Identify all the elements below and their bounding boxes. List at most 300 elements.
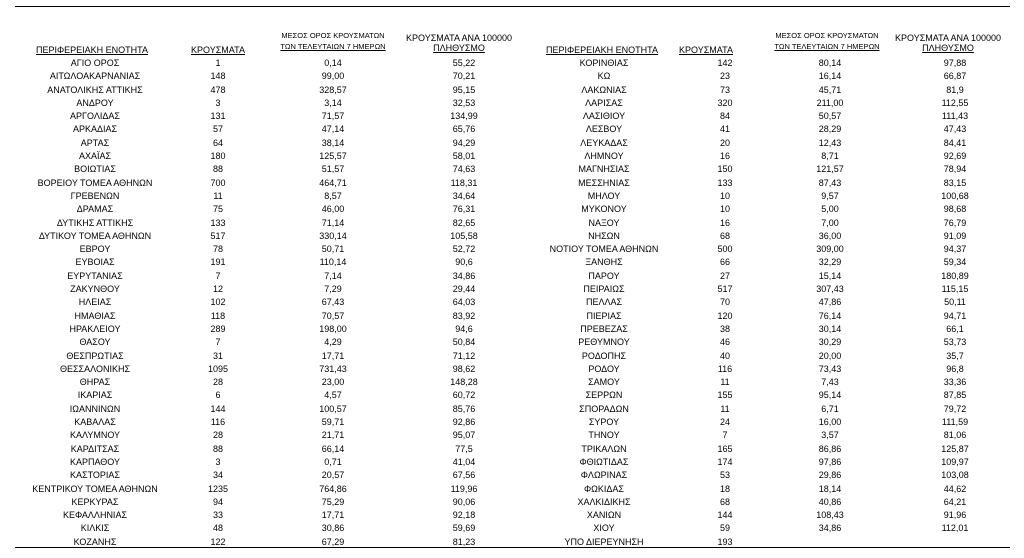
per100k-cell: 81,23 — [452, 536, 476, 547]
cases-cell: 41 — [719, 124, 730, 135]
per100k-cell: 115,15 — [941, 284, 969, 295]
region-cell: ΖΑΚΥΝΘΟΥ — [70, 284, 120, 295]
region-cell: ΚΟΖΑΝΗΣ — [73, 536, 117, 547]
region-cell: ΦΩΚΙΔΑΣ — [584, 483, 624, 494]
avg7-cell: 50,71 — [321, 244, 345, 255]
cases-cell: 66 — [719, 257, 730, 268]
region-cell: ΤΗΝΟΥ — [588, 430, 620, 441]
avg7-cell: 4,29 — [324, 337, 342, 348]
table-row — [12, 70, 520, 83]
table-row — [522, 137, 1014, 150]
avg7-cell: 0,14 — [324, 58, 342, 68]
avg7-cell: 7,14 — [324, 270, 342, 281]
per100k-cell: 90,6 — [455, 257, 473, 268]
region-cell: ΑΝΑΤΟΛΙΚΗΣ ΑΤΤΙΚΗΣ — [47, 84, 143, 95]
cases-cell: 191 — [210, 257, 226, 268]
cases-cell: 6 — [215, 390, 221, 401]
cases-cell: 68 — [719, 496, 730, 507]
per100k-cell: 109,97 — [941, 456, 969, 467]
avg7-cell: 71,14 — [321, 217, 345, 228]
avg7-cell: 20,00 — [818, 350, 842, 361]
region-cell: ΛΑΡΙΣΑΣ — [585, 97, 623, 108]
per100k-cell: 118,31 — [450, 177, 478, 188]
cases-cell: 38 — [719, 323, 730, 334]
table-row — [12, 123, 520, 136]
table-row — [12, 323, 520, 336]
avg7-cell: 28,29 — [818, 124, 842, 135]
table-row — [522, 150, 1014, 163]
left-data-table — [12, 57, 520, 549]
cases-cell: 1235 — [207, 483, 229, 494]
per100k-cell: 59,69 — [452, 523, 476, 534]
per100k-cell: 35,7 — [946, 350, 964, 361]
table-row — [522, 163, 1014, 176]
cases-cell: 68 — [719, 230, 730, 241]
avg7-cell: 34,86 — [818, 523, 842, 534]
region-cell: ΜΗΛΟΥ — [587, 190, 621, 201]
avg7-cell: 70,57 — [321, 310, 345, 321]
per100k-cell: 81,06 — [943, 430, 967, 441]
per100k-cell: 82,65 — [452, 217, 476, 228]
cases-cell: 27 — [719, 270, 730, 281]
cases-cell: 1095 — [207, 363, 229, 374]
region-cell: ΜΥΚΟΝΟΥ — [581, 204, 627, 215]
table-row — [522, 310, 1014, 323]
cases-cell: 64 — [212, 137, 223, 148]
avg7-cell: 20,57 — [321, 470, 345, 481]
cases-cell: 53 — [719, 470, 730, 481]
avg7-cell: 15,14 — [818, 270, 842, 281]
region-cell: ΔΥΤΙΚΗΣ ΑΤΤΙΚΗΣ — [56, 217, 134, 228]
header-avg-left — [268, 30, 398, 52]
per100k-cell: 64,03 — [452, 297, 476, 308]
avg7-cell: 45,71 — [818, 84, 842, 95]
region-cell: ΚΑΣΤΟΡΙΑΣ — [70, 470, 120, 481]
per100k-cell: 34,86 — [452, 270, 476, 281]
region-cell: ΣΠΟΡΑΔΩΝ — [579, 403, 629, 414]
table-row — [522, 469, 1014, 482]
avg7-cell: 17,71 — [321, 510, 345, 521]
region-cell: ΥΠΟ ΔΙΕΡΕΥΝΗΣΗ — [564, 536, 644, 547]
table-row — [522, 256, 1014, 269]
avg7-cell: 330,14 — [319, 230, 347, 241]
avg7-cell: 731,43 — [319, 363, 347, 374]
cases-cell: 148 — [210, 71, 226, 82]
per100k-cell: 59,34 — [943, 257, 967, 268]
per100k-cell: 83,15 — [943, 177, 967, 188]
table-row — [12, 429, 520, 442]
cases-cell: 59 — [719, 523, 730, 534]
table-row — [522, 509, 1014, 522]
table-row — [12, 97, 520, 110]
avg7-cell: 18,14 — [818, 483, 842, 494]
table-row — [12, 243, 520, 256]
per100k-cell: 52,72 — [452, 244, 476, 255]
cases-cell: 102 — [210, 297, 226, 308]
table-row — [522, 270, 1014, 283]
table-row — [12, 350, 520, 363]
region-cell: ΒΟΡΕΙΟΥ ΤΟΜΕΑ ΑΘΗΝΩΝ — [37, 177, 153, 188]
region-cell: ΔΥΤΙΚΟΥ ΤΟΜΕΑ ΑΘΗΝΩΝ — [38, 230, 152, 241]
table-row — [522, 203, 1014, 216]
table-row — [12, 522, 520, 535]
table-row — [12, 256, 520, 269]
per100k-cell: 53,73 — [943, 337, 967, 348]
avg7-cell: 0,71 — [324, 456, 342, 467]
cases-cell: 120 — [717, 310, 733, 321]
avg7-cell: 108,43 — [816, 510, 844, 521]
header-avg-line2: ΤΩΝ ΤΕΛΕΥΤΑΙΩΝ 7 ΗΜΕΡΩΝ — [774, 42, 880, 51]
region-cell: ΚΑΒΑΛΑΣ — [74, 417, 116, 428]
per100k-cell: 33,36 — [943, 377, 967, 388]
cases-cell: 165 — [717, 443, 733, 454]
cases-cell: 31 — [212, 350, 223, 361]
table-row — [12, 270, 520, 283]
cases-cell: 116 — [210, 417, 226, 428]
cases-cell: 174 — [717, 456, 733, 467]
region-cell: ΗΜΑΘΙΑΣ — [74, 310, 116, 321]
cases-cell: 24 — [719, 417, 730, 428]
per100k-cell: 95,15 — [452, 84, 476, 95]
table-row — [12, 203, 520, 216]
per100k-cell: 92,69 — [943, 151, 967, 162]
region-cell: ΚΑΛΥΜΝΟΥ — [69, 430, 121, 441]
per100k-cell: 105,58 — [450, 230, 478, 241]
region-cell: ΠΙΕΡΙΑΣ — [586, 310, 622, 321]
avg7-cell: 97,86 — [818, 456, 842, 467]
table-row — [522, 389, 1014, 402]
region-cell: ΡΟΔΟΥ — [588, 363, 620, 374]
cases-cell: 48 — [212, 523, 223, 534]
avg7-cell: 47,86 — [818, 297, 842, 308]
table-row — [522, 443, 1014, 456]
avg7-cell: 3,14 — [324, 97, 342, 108]
table-row — [12, 416, 520, 429]
table-row — [522, 296, 1014, 309]
region-cell: ΡΕΘΥΜΝΟΥ — [578, 337, 630, 348]
per100k-cell: 112,55 — [941, 97, 969, 108]
avg7-cell: 50,57 — [818, 111, 842, 122]
avg7-cell: 40,86 — [818, 496, 842, 507]
cases-cell: 118 — [210, 310, 226, 321]
avg7-cell: 67,43 — [321, 297, 345, 308]
per100k-cell: 112,01 — [941, 523, 969, 534]
table-row — [12, 217, 520, 230]
table-row — [522, 403, 1014, 416]
avg7-cell: 211,00 — [816, 97, 844, 108]
table-row — [12, 389, 520, 402]
table-row — [522, 416, 1014, 429]
table-row — [12, 456, 520, 469]
per100k-cell: 44,62 — [943, 483, 967, 494]
cases-cell: 289 — [210, 323, 226, 334]
per100k-cell: 125,87 — [941, 443, 969, 454]
cases-cell: 10 — [719, 204, 730, 215]
per100k-cell: 180,89 — [941, 270, 969, 281]
cases-cell: 7 — [722, 430, 728, 441]
region-cell: ΚΑΡΠΑΘΟΥ — [69, 456, 121, 467]
cases-cell: 144 — [210, 403, 226, 414]
cases-cell: 116 — [717, 363, 733, 374]
cases-cell: 517 — [717, 284, 733, 295]
region-cell: ΘΕΣΣΑΛΟΝΙΚΗΣ — [59, 363, 131, 374]
region-cell: ΘΕΣΠΡΩΤΙΑΣ — [66, 350, 124, 361]
per100k-cell: 134,99 — [450, 111, 478, 122]
per100k-cell — [896, 536, 1014, 549]
region-cell: ΧΙΟΥ — [593, 523, 615, 534]
per100k-cell: 60,72 — [452, 390, 476, 401]
table-row — [12, 376, 520, 389]
region-cell: ΑΙΤΩΛΟΑΚΑΡΝΑΝΙΑΣ — [49, 71, 141, 82]
cases-cell: 16 — [719, 217, 730, 228]
avg7-cell: 75,29 — [321, 496, 345, 507]
cases-cell: 133 — [210, 217, 226, 228]
table-row — [12, 84, 520, 97]
header-per-line2: ΠΛΗΘΥΣΜΟ — [433, 43, 485, 53]
cases-cell: 78 — [212, 244, 223, 255]
cases-cell: 478 — [210, 84, 226, 95]
table-row — [522, 110, 1014, 123]
table-row — [12, 296, 520, 309]
cases-cell: 133 — [717, 177, 733, 188]
region-cell: ΣΥΡΟΥ — [588, 417, 620, 428]
cases-cell: 7 — [215, 337, 221, 348]
per100k-cell: 85,76 — [452, 403, 476, 414]
table-row — [522, 429, 1014, 442]
cases-cell: 18 — [719, 483, 730, 494]
top-rule — [15, 6, 1010, 7]
per100k-cell: 58,01 — [452, 151, 476, 162]
region-cell: ΡΟΔΟΠΗΣ — [581, 350, 627, 361]
region-cell: ΠΡΕΒΕΖΑΣ — [580, 323, 628, 334]
cases-cell: 12 — [212, 284, 223, 295]
avg7-cell: 46,00 — [321, 204, 345, 215]
region-cell: ΚΟΡΙΝΘΙΑΣ — [579, 58, 629, 68]
region-cell: ΛΑΚΩΝΙΑΣ — [581, 84, 627, 95]
per100k-cell: 70,21 — [452, 71, 476, 82]
per100k-cell: 97,88 — [943, 58, 967, 68]
region-cell: ΝΑΞΟΥ — [588, 217, 620, 228]
region-cell: ΚΕΦΑΛΛΗΝΙΑΣ — [62, 510, 128, 521]
cases-cell: 122 — [210, 536, 226, 547]
per100k-cell: 148,28 — [450, 377, 478, 388]
region-cell: ΜΕΣΣΗΝΙΑΣ — [578, 177, 630, 188]
avg7-cell: 67,29 — [321, 536, 345, 547]
region-cell: ΔΡΑΜΑΣ — [76, 204, 114, 215]
cases-cell: 144 — [717, 510, 733, 521]
header-per-line1: ΚΡΟΥΣΜΑΤΑ ΑΝΑ 100000 — [895, 33, 1001, 43]
per100k-cell: 66,87 — [943, 71, 967, 82]
table-row — [12, 310, 520, 323]
region-cell: ΠΑΡΟΥ — [588, 270, 620, 281]
cases-cell: 7 — [215, 270, 221, 281]
table-row — [522, 217, 1014, 230]
avg7-cell: 95,14 — [818, 390, 842, 401]
region-cell: ΚΕΝΤΡΙΚΟΥ ΤΟΜΕΑ ΑΘΗΝΩΝ — [32, 483, 158, 494]
avg7-cell: 73,43 — [818, 363, 842, 374]
avg7-cell: 6,71 — [821, 403, 839, 414]
cases-cell: 131 — [210, 111, 226, 122]
avg7-cell: 99,00 — [321, 71, 345, 82]
table-row — [12, 509, 520, 522]
region-cell: ΞΑΝΘΗΣ — [585, 257, 623, 268]
cases-cell: 150 — [717, 164, 733, 175]
region-cell: ΝΗΣΩΝ — [588, 230, 620, 241]
region-cell: ΗΡΑΚΛΕΙΟΥ — [69, 323, 121, 334]
table-row — [522, 230, 1014, 243]
region-cell: ΧΑΝΙΩΝ — [586, 510, 622, 521]
region-cell: ΚΙΛΚΙΣ — [80, 523, 110, 534]
region-cell: ΑΡΓΟΛΙΔΑΣ — [70, 111, 120, 122]
cases-cell: 3 — [215, 97, 221, 108]
cases-cell: 11 — [213, 190, 223, 201]
header-region-right: ΠΕΡΙΦΕΡΕΙΑΚΗ ΕΝΟΤΗΤΑ — [545, 45, 659, 55]
cases-cell: 20 — [719, 137, 730, 148]
avg7-cell: 7,00 — [821, 217, 839, 228]
avg7-cell: 80,14 — [818, 58, 842, 68]
region-cell: ΑΡΤΑΣ — [80, 137, 110, 148]
table-row — [522, 323, 1014, 336]
per100k-cell: 100,68 — [941, 190, 969, 201]
per100k-cell: 41,04 — [452, 456, 476, 467]
header-region-left: ΠΕΡΙΦΕΡΕΙΑΚΗ ΕΝΟΤΗΤΑ — [35, 45, 149, 55]
table-row — [12, 110, 520, 123]
table-row — [12, 403, 520, 416]
region-cell: ΙΩΑΝΝΙΝΩΝ — [69, 403, 121, 414]
header-avg-line1: ΜΕΣΟΣ ΟΡΟΣ ΚΡΟΥΣΜΑΤΩΝ — [775, 31, 879, 40]
header-per-line2: ΠΛΗΘΥΣΜΟ — [922, 43, 974, 53]
table-row — [522, 57, 1014, 70]
cases-cell: 88 — [212, 164, 223, 175]
per100k-cell: 81,9 — [946, 84, 964, 95]
region-cell: ΦΛΩΡΙΝΑΣ — [580, 470, 628, 481]
avg7-cell — [764, 536, 896, 549]
avg7-cell: 100,57 — [319, 403, 347, 414]
cases-cell: 73 — [719, 84, 730, 95]
table-row — [522, 483, 1014, 496]
cases-cell: 84 — [719, 111, 730, 122]
avg7-cell: 38,14 — [321, 137, 345, 148]
per100k-cell: 71,12 — [452, 350, 476, 361]
cases-cell: 3 — [215, 456, 221, 467]
per100k-cell: 94,37 — [943, 244, 967, 255]
avg7-cell: 30,29 — [818, 337, 842, 348]
avg7-cell: 328,57 — [319, 84, 347, 95]
avg7-cell: 8,57 — [324, 190, 342, 201]
avg7-cell: 86,86 — [818, 443, 842, 454]
per100k-cell: 98,68 — [943, 204, 967, 215]
table-row — [522, 363, 1014, 376]
cases-cell: 46 — [719, 337, 730, 348]
header-per-right — [882, 33, 1014, 53]
avg7-cell: 16,00 — [818, 417, 842, 428]
per100k-cell: 83,92 — [452, 310, 476, 321]
table-row — [522, 97, 1014, 110]
per100k-cell: 76,31 — [452, 204, 476, 215]
table-row — [12, 177, 520, 190]
cases-cell: 517 — [210, 230, 226, 241]
avg7-cell: 764,86 — [319, 483, 347, 494]
table-row — [12, 163, 520, 176]
region-cell: ΛΗΜΝΟΥ — [584, 151, 624, 162]
avg7-cell: 464,71 — [319, 177, 347, 188]
table-row — [522, 496, 1014, 509]
table-row — [522, 536, 1014, 549]
region-cell: ΕΥΡΥΤΑΝΙΑΣ — [67, 270, 123, 281]
region-cell: ΕΥΒΟΙΑΣ — [75, 257, 115, 268]
avg7-cell: 21,71 — [321, 430, 345, 441]
header-cases-right: ΚΡΟΥΣΜΑΤΑ — [679, 45, 733, 55]
per100k-cell: 64,21 — [943, 496, 967, 507]
per100k-cell: 87,85 — [943, 390, 967, 401]
header-avg-right — [762, 30, 892, 52]
table-row — [522, 177, 1014, 190]
avg7-cell: 17,71 — [321, 350, 345, 361]
avg7-cell: 8,71 — [821, 151, 839, 162]
avg7-cell: 12,43 — [818, 137, 842, 148]
per100k-cell: 111,43 — [941, 111, 969, 122]
region-cell: ΣΑΜΟΥ — [588, 377, 620, 388]
table-row — [522, 283, 1014, 296]
avg7-cell: 125,57 — [319, 151, 347, 162]
cases-cell: 320 — [717, 97, 733, 108]
avg7-cell: 30,86 — [321, 523, 345, 534]
cases-cell: 94 — [212, 496, 223, 507]
region-cell: ΒΟΙΩΤΙΑΣ — [74, 164, 116, 175]
per100k-cell: 94,71 — [943, 310, 967, 321]
avg7-cell: 307,43 — [816, 284, 844, 295]
per100k-cell: 90,06 — [452, 496, 476, 507]
header-avg-line2: ΤΩΝ ΤΕΛΕΥΤΑΙΩΝ 7 ΗΜΕΡΩΝ — [280, 42, 386, 51]
region-cell: ΝΟΤΙΟΥ ΤΟΜΕΑ ΑΘΗΝΩΝ — [549, 244, 659, 255]
cases-cell: 142 — [717, 58, 733, 68]
per100k-cell: 92,86 — [452, 417, 476, 428]
header-avg-line1: ΜΕΣΟΣ ΟΡΟΣ ΚΡΟΥΣΜΑΤΩΝ — [281, 31, 385, 40]
per100k-cell: 103,08 — [941, 470, 969, 481]
cases-cell: 700 — [210, 177, 226, 188]
per100k-cell: 78,94 — [943, 164, 967, 175]
per100k-cell: 50,11 — [944, 297, 966, 308]
region-cell: ΣΕΡΡΩΝ — [585, 390, 623, 401]
table-row — [12, 469, 520, 482]
region-cell: ΜΑΓΝΗΣΙΑΣ — [578, 164, 630, 175]
table-row — [12, 536, 520, 549]
cases-cell: 11 — [720, 377, 730, 388]
header-per-left — [398, 33, 520, 53]
avg7-cell: 51,57 — [321, 164, 345, 175]
per100k-cell: 96,8 — [946, 363, 964, 374]
table-row — [12, 496, 520, 509]
per100k-cell: 91,96 — [943, 510, 967, 521]
avg7-cell: 30,14 — [818, 323, 842, 334]
region-cell: ΑΝΔΡΟΥ — [76, 97, 114, 108]
table-row — [12, 283, 520, 296]
region-cell: ΚΑΡΔΙΤΣΑΣ — [70, 443, 120, 454]
avg7-cell: 7,43 — [821, 377, 839, 388]
table-row — [522, 243, 1014, 256]
cases-cell: 33 — [212, 510, 223, 521]
region-cell: ΑΓΙΟ ΟΡΟΣ — [70, 58, 120, 68]
per100k-cell: 111,59 — [941, 417, 969, 428]
region-cell: ΙΚΑΡΙΑΣ — [77, 390, 113, 401]
region-cell: ΚΕΡΚΥΡΑΣ — [71, 496, 119, 507]
per100k-cell: 92,18 — [452, 510, 476, 521]
per100k-cell: 94,6 — [455, 323, 473, 334]
cases-cell: 28 — [212, 430, 223, 441]
region-cell: ΕΒΡΟΥ — [79, 244, 111, 255]
table-row — [522, 350, 1014, 363]
per100k-cell: 47,43 — [943, 124, 967, 135]
